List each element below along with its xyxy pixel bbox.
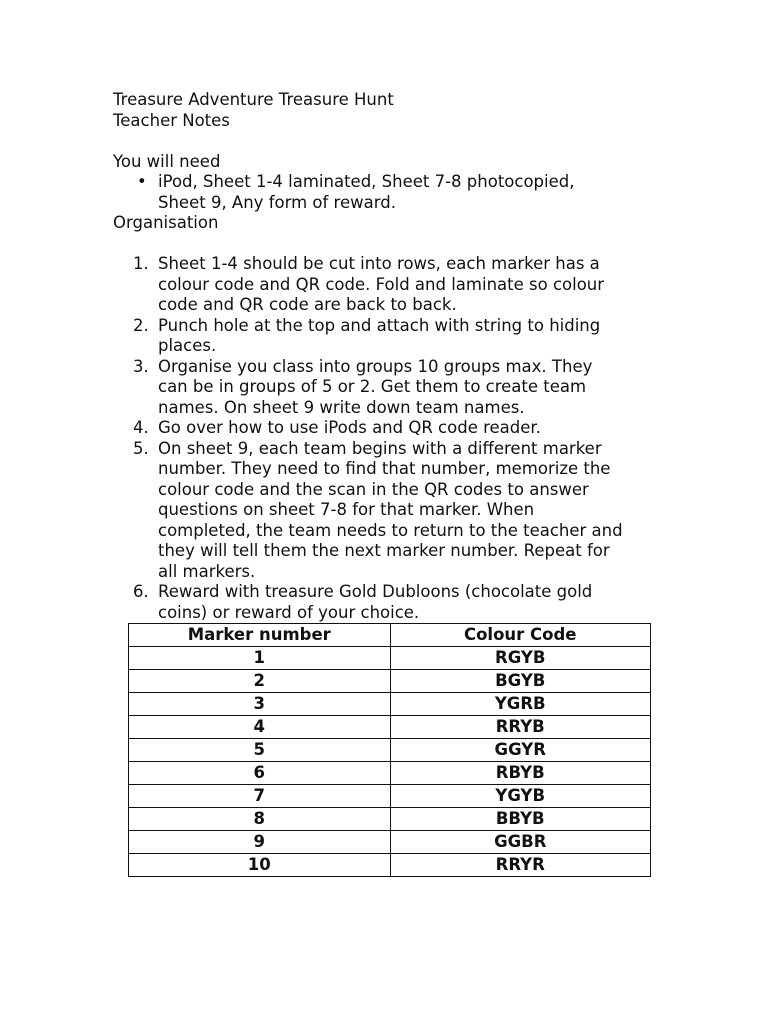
marker-number-cell: 1 [129, 647, 391, 670]
document-subtitle: Teacher Notes [113, 110, 230, 130]
document-title: Treasure Adventure Treasure Hunt [113, 90, 394, 109]
need-heading: You will need [113, 151, 221, 171]
step-number: 3. [133, 356, 149, 376]
colour-code-cell: RBYB [390, 762, 651, 785]
table-row [129, 854, 651, 877]
step-text-line: they will tell them the next marker number. Repeat for [158, 541, 610, 560]
organisation-step [113, 582, 673, 623]
colour-code-cell: BGYB [390, 670, 651, 693]
organisation-heading: Organisation [113, 213, 219, 232]
colour-code-cell: GGYR [390, 739, 651, 762]
step-text-line: colour code and the scan in the QR codes to answer [158, 479, 589, 499]
step-text-line: all markers. [158, 561, 256, 581]
step-text-line: code and QR code are back to back. [158, 295, 457, 314]
step-number: 1. [133, 254, 149, 273]
step-number: 6. [133, 582, 149, 601]
marker-number-cell: 2 [129, 670, 391, 693]
need-list [113, 172, 673, 213]
table-row [129, 831, 651, 854]
step-number: 5. [133, 438, 149, 458]
step-text-line: can be in groups of 5 or 2. Get them to create team [158, 377, 587, 396]
marker-number-cell: 5 [129, 739, 391, 762]
step-text-line: On sheet 9, each team begins with a different marker [158, 438, 602, 458]
marker-number-cell: 4 [129, 716, 391, 739]
marker-number-cell: 9 [129, 831, 391, 854]
table-row [129, 693, 651, 716]
need-item-line: Sheet 9, Any form of reward. [158, 192, 396, 212]
colour-code-cell: YGYB [390, 785, 651, 808]
colour-code-cell: RRYR [390, 854, 651, 877]
step-text-line: Sheet 1-4 should be cut into rows, each marker has a [158, 254, 600, 273]
spacer [113, 234, 673, 255]
table-row [129, 739, 651, 762]
organisation-step [113, 439, 673, 583]
step-text-line: names. On sheet 9 write down team names. [158, 397, 525, 417]
table-row [129, 670, 651, 693]
organisation-step [113, 316, 673, 357]
step-text-line: Reward with treasure Gold Dubloons (chocolate gold [158, 582, 593, 601]
step-text-line: Punch hole at the top and attach with string to hiding [158, 315, 601, 335]
organisation-step [113, 254, 673, 316]
bullet-icon: • [137, 172, 147, 191]
need-item [113, 172, 673, 213]
colour-code-cell: RGYB [390, 647, 651, 670]
marker-table [128, 623, 651, 877]
step-text-line: colour code and QR code. Fold and laminate so colour [158, 274, 605, 294]
step-text-line: coins) or reward of your choice. [158, 602, 420, 622]
column-header-colour-code: Colour Code [390, 624, 651, 647]
marker-number-cell: 7 [129, 785, 391, 808]
spacer [113, 131, 673, 152]
step-text-line: Organise you class into groups 10 groups max. They [158, 356, 593, 376]
colour-code-cell: BBYB [390, 808, 651, 831]
colour-code-cell: GGBR [390, 831, 651, 854]
colour-code-cell: YGRB [390, 693, 651, 716]
table-row [129, 785, 651, 808]
step-text-line: Go over how to use iPods and QR code reader. [158, 418, 541, 437]
organisation-steps [113, 254, 673, 623]
step-number: 2. [133, 315, 149, 335]
step-text-line: completed, the team needs to return to the teacher and [158, 520, 623, 540]
step-text-line: number. They need to find that number, memorize the [158, 459, 611, 478]
step-number: 4. [133, 418, 149, 437]
marker-number-cell: 6 [129, 762, 391, 785]
marker-number-cell: 8 [129, 808, 391, 831]
marker-number-cell: 3 [129, 693, 391, 716]
organisation-step [113, 418, 673, 439]
colour-code-cell: RRYB [390, 716, 651, 739]
marker-table-body [129, 647, 651, 877]
step-text-line: places. [158, 336, 217, 355]
table-header-row [129, 624, 651, 647]
need-item-line: iPod, Sheet 1-4 laminated, Sheet 7-8 photocopied, [158, 172, 575, 191]
step-text-line: questions on sheet 7-8 for that marker. When [158, 500, 535, 519]
marker-number-cell: 10 [129, 854, 391, 877]
table-row [129, 716, 651, 739]
table-row [129, 762, 651, 785]
table-row [129, 647, 651, 670]
table-row [129, 808, 651, 831]
document-page [113, 90, 673, 623]
organisation-step [113, 357, 673, 419]
column-header-marker-number: Marker number [129, 624, 391, 647]
